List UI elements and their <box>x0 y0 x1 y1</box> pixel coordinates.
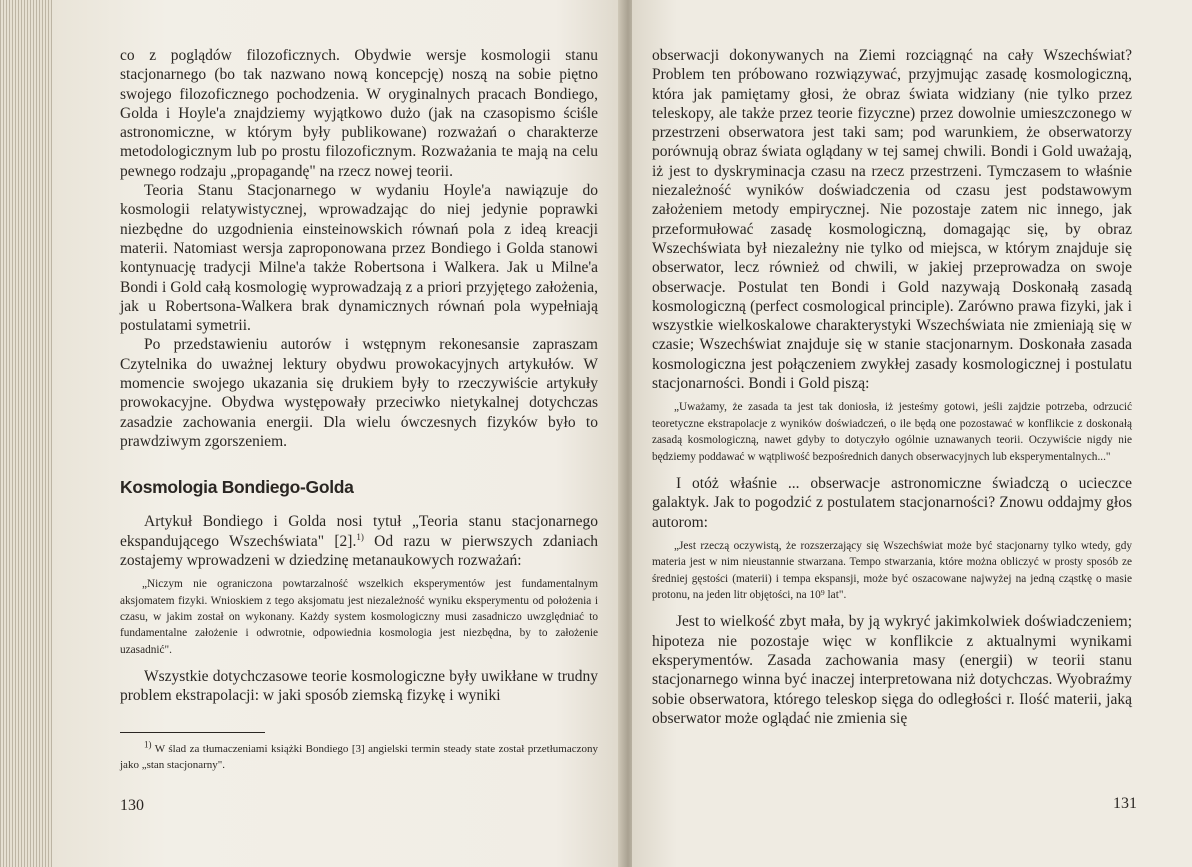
right-paragraph-2: I otóż właśnie ... obserwacje astronomiczne świadczą o ucieczce galaktyk. Jak to pogodzić z postulatem stacjonarności? Znowu oddajmy głos autorom: <box>652 474 1132 531</box>
right-paragraph-1: obserwacji dokonywanych na Ziemi rozciągnąć na cały Wszechświat? Problem ten próbowano rozwiązywać, przyjmując zasadę kosmologiczną, która jak pamiętamy głosi, że obraz świata widziany (nie tylko przez teleskopy, ale także przez teorie fizyczne) przez dowolnie umieszczonego w przestrzeni obserwatora jest taki sam; pod warunkiem, że obserwatorzy porównują obraz świata oglądany w tej samej chwili. Bondi i Gold uważają, iż jest to dyskryminacja czasu na rzecz przestrzeni. Tymczasem to właśnie niezależność wyników doświadczenia od czasu jest podstawowym założeniem metody empirycznej. Nie pozostaje zatem nic innego, jak przeformułować zasadę kosmologiczną, domagając się, by obraz Wszechświata był niezależny nie tylko od miejsca, w którym znajduje się obserwator, lecz również od chwili, w jakiej przeprowadza on swoje obserwacje. Postulat ten Bondi i Gold nazywają Doskonałą zasadą kosmologiczną (perfect cosmological principle). Zarówno prawa fizyki, jak i wszystkie wielkoskalowe charakterystyki Wszechświata nie zmieniają się w czasie; Wszechświat znajduje się w stanie stacjonarnym. Doskonała zasada kosmologiczna jest połączeniem zwykłej zasady kosmologicznej i postulatu stacjonarności. Bondi i Gold piszą: <box>652 47 1132 393</box>
left-paragraph-4-text: Artykuł Bondiego i Golda nosi tytuł „Teoria stanu stacjonarnego ekspandującego Wszechświata" [2]. <box>120 513 598 550</box>
footnote <box>120 741 598 773</box>
left-paragraph-4-end: Od razu w pierwszych zdaniach zostajemy wprowadzeni w dziedzinę metanaukowych rozważań: <box>120 532 599 569</box>
left-paragraph-5: Wszystkie dotychczasowe teorie kosmologiczne były uwikłane w trudny problem ekstrapolacji: w jaki sposób ziemską fizykę i wyniki <box>120 668 598 705</box>
left-paragraph-3: Po przedstawieniu autorów i wstępnym rekonesansie zapraszam Czytelnika do uważnej lektury obydwu prowokacyjnych artykułów. W momencie swojego ukazania się drukiem były to rzeczywiście artykuły prowokacyjne. Obydwa występowały przeciwko nietykalnej dotychczas zasadzie zachowania energii. Dla wielu ówczesnych fizyków było to prawdziwym zgorszeniem. <box>120 336 598 450</box>
footnote-mark: 1) <box>144 739 152 750</box>
left-paragraph-1: co z poglądów filozoficznych. Obydwie wersje kosmologii stanu stacjonarnego (bo tak nazwano nową koncepcję) noszą na sobie piętno swojego filozoficznego pochodzenia. W oryginalnych pracach Bondiego, Golda i Hoyle'a znajdziemy wyjątkowo dużo (jak na czasopismo ściśle astronomiczne, w którym były publikowane) rozważań o charakterze metodologicznym lub po prostu filozoficznym. Rozważania te mają na celu pewnego rodzaju „propagandę" na rzecz nowej teorii. <box>120 47 598 180</box>
right-page-text <box>652 46 1132 728</box>
page-number-left: 130 <box>120 797 144 814</box>
left-paragraph-4 <box>120 512 598 570</box>
page-stack-edge <box>0 0 52 867</box>
right-quote-1: „Uważamy, że zasada ta jest tak doniosła, iż jesteśmy gotowi, jeśli zajdzie potrzeba, odrzucić teoretyczne ekstrapolacje z wyników doświadczeń, o ile będą one pozostawać w konflikcie z doskonałą zasadą kosmologiczną, nawet gdyby to dotyczyło ogólnie uznawanych teorii. Oczywiście nigdy nie będziemy poddawać w wątpliwość bezpośrednich danych obserwacyjnych lub eksperymentalnych..." <box>652 401 1132 463</box>
left-quote: „Niczym nie ograniczona powtarzalność wszelkich eksperymentów jest fundamentalnym aksjomatem fizyki. Wnioskiem z tego aksjomatu jest niezależność wyniku eksperymentu od położenia i czasu, w jakim został on wykonany. Każdy system kosmologiczny musi zasadniczo uwzględniać to fundamentalne założenie i odwrotnie, odpowiednia kosmologia jest niezbędna, by to założenie uzasadnić". <box>120 578 598 656</box>
footnote-reference: 1) <box>356 531 364 542</box>
left-paragraph-2: Teoria Stanu Stacjonarnego w wydaniu Hoyle'a nawiązuje do kosmologii relatywistycznej, wprowadzając do niej jedynie poprawki niezbędne do uzgodnienia einsteinowskich równań pola z ideą kreacji materii. Natomiast wersja zaproponowana przez Bondiego i Golda stanowi kontynuację tradycji Milne'a także Robertsona i Walkera. Jak u Milne'a Bondi i Gold całą kosmologię wyprowadzają z a priori przyjętego założenia, jak u Robertsona-Walkera brak dynamicznych równań pola wypełniają postulatami symetrii. <box>120 182 598 335</box>
right-quote-2: „Jest rzeczą oczywistą, że rozszerzający się Wszechświat może być stacjonarny tylko wtedy, gdy materia jest w nim nieustannie stwarzana. Tempo stwarzania, które można obliczyć w prosty sposób ze średniej gęstości (materii) i tempa ekspansji, może być oszacowane najwyżej na jedną cząstkę o masie protonu, na jeden litr objętości, na 10⁹ lat". <box>652 539 1132 602</box>
section-heading: Kosmologia Bondiego-Golda <box>120 477 354 498</box>
right-paragraph-3: Jest to wielkość zbyt mała, by ją wykryć jakimkolwiek doświadczeniem; hipoteza nie pozostaje więc w konflikcie z aktualnymi wynikami eksperymentów. Zasada zachowania masy (energii) w teorii stanu stacjonarnego winna być inaczej interpretowana niż dotychczas. Wyobraźmy sobie obserwatora, którego teleskop sięga do odległości r. Ilość materii, jaką obserwator może oglądać nie zmienia się <box>652 613 1132 727</box>
page-number-right: 131 <box>1113 795 1137 812</box>
left-page-text <box>120 46 598 773</box>
footnote-rule <box>120 732 265 733</box>
footnote-text: W ślad za tłumaczeniami książki Bondiego [3] angielski termin steady state został przetłumaczony jako „stan stacjonarny". <box>120 742 598 771</box>
